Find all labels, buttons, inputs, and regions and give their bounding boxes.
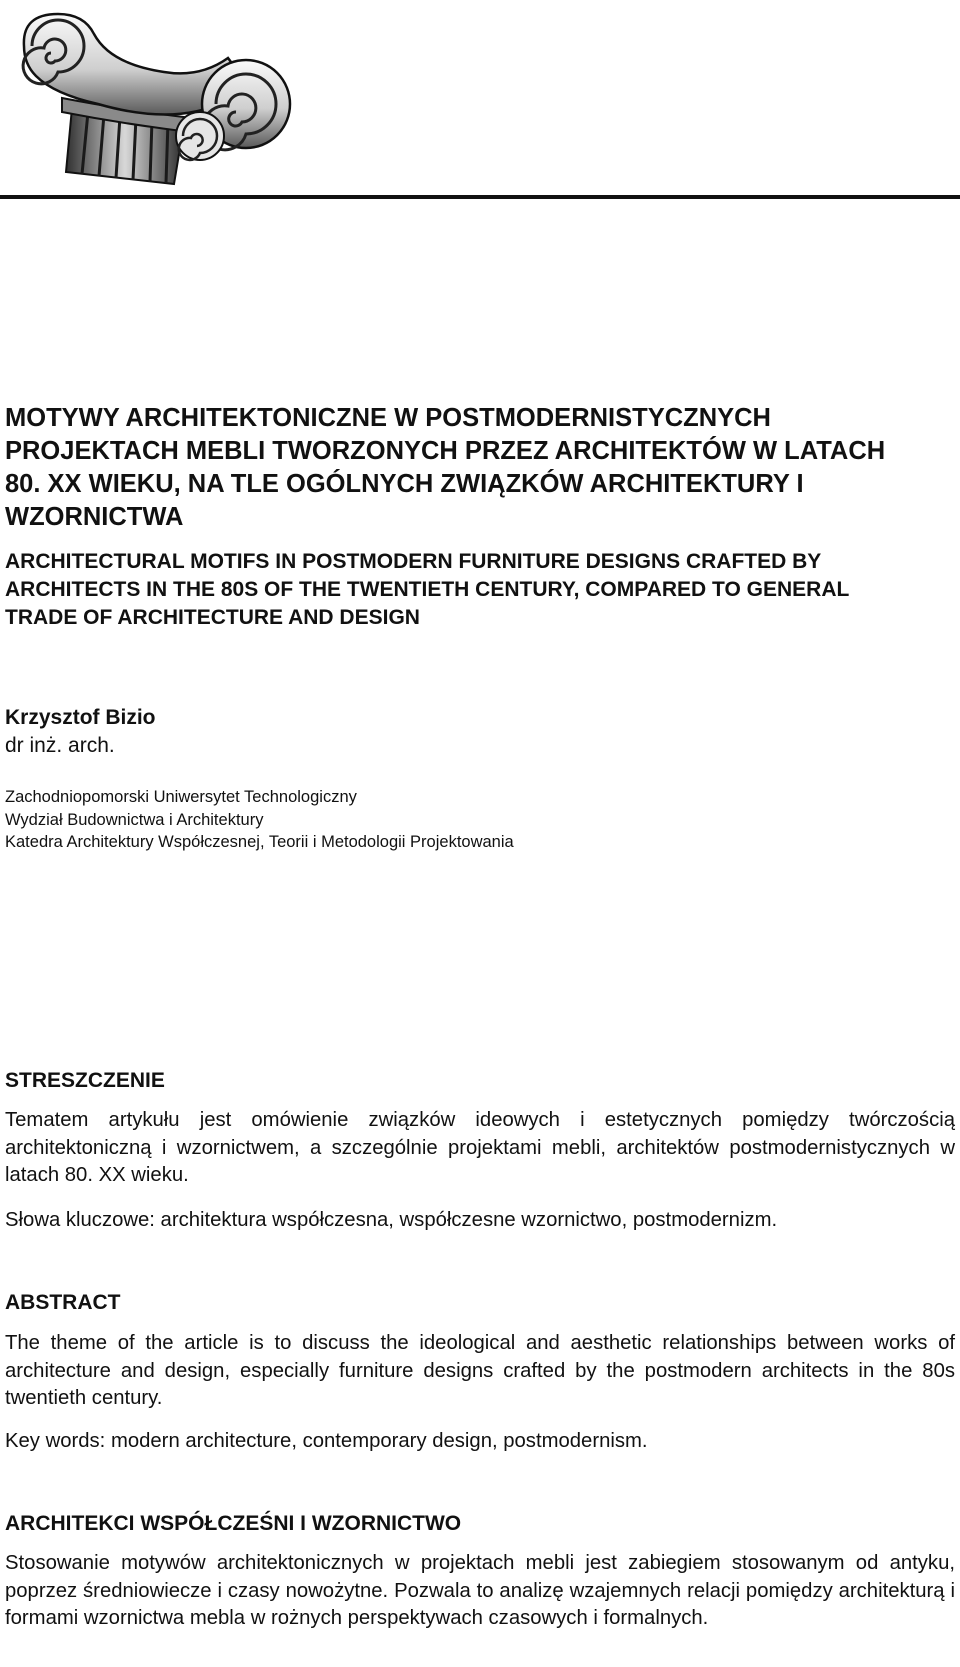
abstract-heading: ABSTRACT [5, 1291, 121, 1314]
streszczenie-keywords: Słowa kluczowe: architektura współczesna, współczesne wzornictwo, postmodernizm. [5, 1209, 778, 1231]
abstract-keywords: Key words: modern architecture, contemporary design, postmodernism. [5, 1430, 648, 1452]
ionic-capital-column-icon [14, 6, 296, 196]
title-english: ARCHITECTURAL MOTIFS IN POSTMODERN FURNITURE DESIGNS CRAFTED BY ARCHITECTS IN THE 80S OF THE TWENTIETH CENTURY, COMPARED TO GENERAL TRADE OF ARCHITECTURE AND DESIGN [5, 550, 849, 629]
streszczenie-heading: STRESZCZENIE [5, 1069, 165, 1092]
streszczenie-text: Tematem artykułu jest omówienie związków ideowych i estetycznych pomiędzy twórczością architektoniczną i wzornictwem, a szczególnie projektami mebli, architektów postmodernistycznych w latach 80. XX wieku. [5, 1109, 955, 1186]
header-rule [0, 195, 960, 199]
author-name: Krzysztof Bizio [5, 706, 156, 729]
affiliation-department: Katedra Architektury Współczesnej, Teorii i Metodologii Projektowania [5, 833, 514, 851]
author-degree: dr inż. arch. [5, 734, 115, 757]
abstract-text: The theme of the article is to discuss the ideological and aesthetic relationships between works of architecture and design, especially furniture designs crafted by the postmodern architects in the 80s twentieth century. [5, 1332, 955, 1409]
author-affiliation [5, 786, 514, 854]
title-polish: MOTYWY ARCHITEKTONICZNE W POSTMODERNISTYCZNYCH PROJEKTACH MEBLI TWORZONYCH PRZEZ ARCHITEKTÓW W LATACH 80. XX WIEKU, NA TLE OGÓLNYCH ZWIĄZKÓW ARCHITEKTURY I WZORNICTWA [5, 404, 886, 531]
section-heading: ARCHITEKCI WSPÓŁCZEŚNI I WZORNICTWO [5, 1512, 462, 1535]
affiliation-faculty: Wydział Budownictwa i Architektury [5, 810, 264, 829]
affiliation-university: Zachodniopomorski Uniwersytet Technologiczny [5, 788, 357, 806]
section-text: Stosowanie motywów architektonicznych w projektach mebli jest zabiegiem stosowanym od antyku, poprzez średniowiecze i czasy nowożytne. Pozwala to analizę wzajemnych relacji pomiędzy architekturą i formami wzornictwa mebla w rożnych perspektywach czasowych i formalnych. [5, 1552, 955, 1629]
